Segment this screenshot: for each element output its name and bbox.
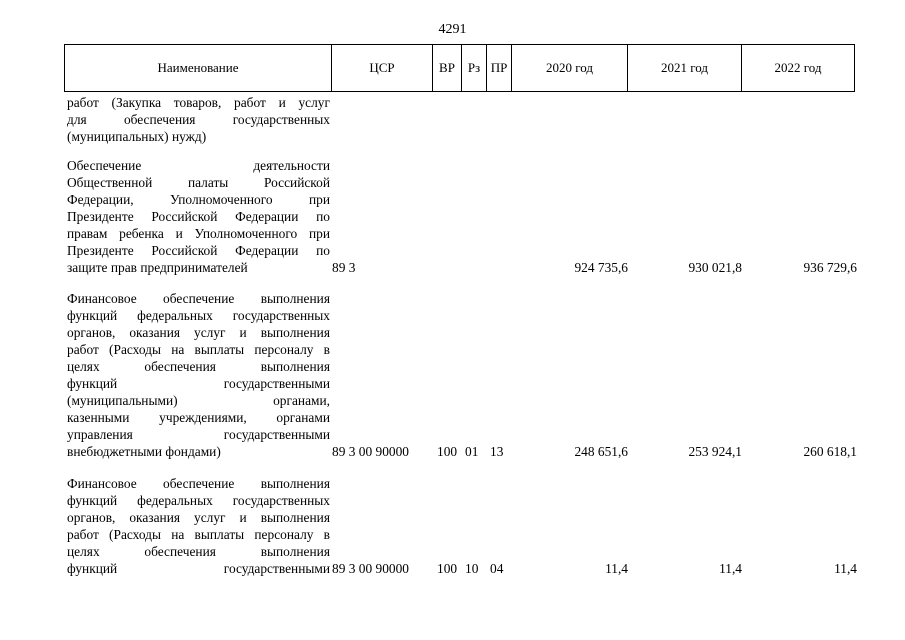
name-line: (муниципальными) органами, xyxy=(67,393,330,408)
name-line: работ (Закупка товаров, работ и услуг xyxy=(67,95,330,110)
header-2021: 2021 год xyxy=(627,45,741,91)
row-value-2022: 11,4 xyxy=(834,561,857,576)
name-line: Президенте Российской Федерации по xyxy=(67,243,330,258)
name-line: органов, оказания услуг и выполнения xyxy=(67,510,330,525)
row-value-2022: 260 618,1 xyxy=(803,444,857,459)
row-csr: 89 3 00 90000 xyxy=(332,561,409,576)
name-line: функций федеральных государственных xyxy=(67,308,330,323)
name-line: защите прав предпринимателей xyxy=(67,260,248,275)
row-csr: 89 3 00 90000 xyxy=(332,444,409,459)
name-line: работ (Расходы на выплаты персоналу в xyxy=(67,527,330,542)
page-number: 4291 xyxy=(438,22,467,37)
name-line: функций федеральных государственных xyxy=(67,493,330,508)
row-vr: 100 xyxy=(437,561,458,576)
name-line: функций государственными xyxy=(67,376,330,391)
name-line: казенными учреждениями, органами xyxy=(67,410,330,425)
header-2020: 2020 год xyxy=(511,45,627,91)
name-line: правам ребенка и Уполномоченного при xyxy=(67,226,330,241)
name-line: Обеспечение деятельности xyxy=(67,158,330,173)
name-line: (муниципальных) нужд) xyxy=(67,129,207,144)
row-value-2020: 11,4 xyxy=(605,561,628,576)
table-row-name xyxy=(67,94,330,145)
name-line: органов, оказания услуг и выполнения xyxy=(67,325,330,340)
name-line: для обеспечения государственных xyxy=(67,112,330,127)
header-name: Наименование xyxy=(157,60,239,75)
table-row-name xyxy=(67,290,330,460)
name-line: управления государственными xyxy=(67,427,330,442)
row-rz: 01 xyxy=(465,444,479,459)
header-vr: ВР xyxy=(432,45,461,91)
name-line: целях обеспечения выполнения xyxy=(67,359,330,374)
name-line: целях обеспечения выполнения xyxy=(67,544,330,559)
header-pr: ПР xyxy=(486,45,511,91)
name-line: работ (Расходы на выплаты персоналу в xyxy=(67,342,330,357)
row-value-2020: 924 735,6 xyxy=(574,260,628,275)
name-line: функций государственными xyxy=(67,561,330,576)
name-line: Общественной палаты Российской xyxy=(67,175,330,190)
name-line: Федерации, Уполномоченного при xyxy=(67,192,330,207)
row-value-2021: 11,4 xyxy=(719,561,742,576)
name-line: внебюджетными фондами) xyxy=(67,444,221,459)
name-line: Финансовое обеспечение выполнения xyxy=(67,291,330,306)
table-header xyxy=(64,44,855,92)
row-csr: 89 3 xyxy=(332,260,356,275)
row-pr: 13 xyxy=(490,444,504,459)
name-line: Президенте Российской Федерации по xyxy=(67,209,330,224)
row-vr: 100 xyxy=(437,444,458,459)
header-rz: Рз xyxy=(461,45,486,91)
row-value-2020: 248 651,6 xyxy=(574,444,628,459)
row-value-2021: 253 924,1 xyxy=(688,444,742,459)
row-value-2021: 930 021,8 xyxy=(688,260,742,275)
row-rz: 10 xyxy=(465,561,479,576)
row-pr: 04 xyxy=(490,561,504,576)
name-line: Финансовое обеспечение выполнения xyxy=(67,476,330,491)
table-row-name xyxy=(67,157,330,276)
header-2022: 2022 год xyxy=(741,45,854,91)
table-row-name xyxy=(67,475,330,577)
row-value-2022: 936 729,6 xyxy=(803,260,857,275)
header-csr: ЦСР xyxy=(331,45,432,91)
